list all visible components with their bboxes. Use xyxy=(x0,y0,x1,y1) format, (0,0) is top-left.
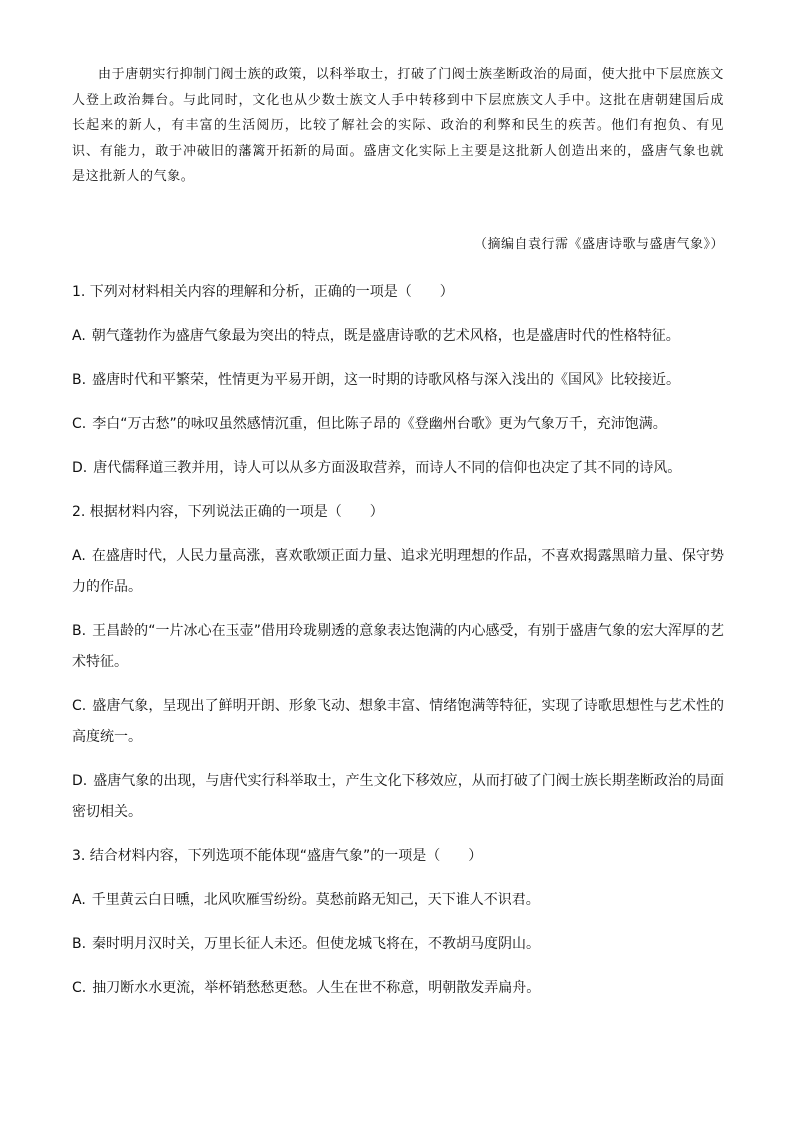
option-label: C. xyxy=(72,698,87,714)
question-3-option-c xyxy=(72,973,724,1004)
question-1-option-d xyxy=(72,453,724,484)
option-text: 盛唐气象，呈现出了鲜明开朗、形象飞动、想象丰富、情绪饱满等特征，实现了诗歌思想性与艺术性的高度统一。 xyxy=(72,698,724,745)
option-text: 王昌龄的“一片冰心在玉壶”借用玲珑剔透的意象表达饱满的内心感受，有别于盛唐气象的宏大浑厚的艺术特征。 xyxy=(72,623,724,670)
question-1-option-b xyxy=(72,365,724,396)
question-1-option-a xyxy=(72,321,724,352)
option-text: 盛唐时代和平繁荣，性情更为平易开朗，这一时期的诗歌风格与深入浅出的《国风》比较接近。 xyxy=(92,372,681,388)
passage-paragraph: 由于唐朝实行抑制门阀士族的政策，以科举取士，打破了门阀士族垄断政治的局面，使大批中下层庶族文人登上政治舞台。与此同时，文化也从少数士族文人手中转移到中下层庶族文人手中。这批在唐朝建国后成长起来的新人，有丰富的生活阅历，比较了解社会的实际、政治的利弊和民生的疾苦。他们有抱负、有见识、有能力，敢于冲破旧的藩篱开拓新的局面。盛唐文化实际上主要是这批新人创造出来的，盛唐气象也就是这批新人的气象。 xyxy=(72,67,724,184)
question-2-stem: 2. 根据材料内容，下列说法正确的一项是（ ） xyxy=(72,504,384,520)
option-label: B. xyxy=(72,372,87,388)
passage-source: （摘编自袁行霈《盛唐诗歌与盛唐气象》） xyxy=(473,237,724,252)
question-3-stem: 3. 结合材料内容，下列选项不能体现“盛唐气象”的一项是（ ） xyxy=(72,848,483,864)
option-label: C. xyxy=(72,980,87,996)
question-2-option-d xyxy=(72,766,724,828)
option-text: 李白“万古愁”的咏叹虽然感情沉重，但比陈子昂的《登幽州台歌》更为气象万千，充沛饱满。 xyxy=(92,416,667,432)
option-label: D. xyxy=(72,773,88,789)
question-1-stem: 1. 下列对材料相关内容的理解和分析，正确的一项是（ ） xyxy=(72,284,454,300)
option-text: 盛唐气象的出现，与唐代实行科举取士，产生文化下移效应，从而打破了门阀士族长期垄断政治的局面密切相关。 xyxy=(72,773,724,820)
option-label: A. xyxy=(72,328,86,344)
option-label: B. xyxy=(72,936,87,952)
option-text: 千里黄云白日曛，北风吹雁雪纷纷。莫愁前路无知己，天下谁人不识君。 xyxy=(91,892,540,908)
question-3-option-b xyxy=(72,929,724,960)
question-1-option-c xyxy=(72,409,724,440)
option-label: B. xyxy=(72,623,87,639)
option-label: A. xyxy=(72,548,86,564)
question-3-option-a xyxy=(72,885,724,916)
question-2-option-a xyxy=(72,541,724,603)
option-text: 唐代儒释道三教并用，诗人可以从多方面汲取营养，而诗人不同的信仰也决定了其不同的诗风。 xyxy=(93,460,682,476)
option-label: A. xyxy=(72,892,86,908)
question-2-option-b xyxy=(72,616,724,678)
option-label: D. xyxy=(72,460,88,476)
option-label: C. xyxy=(72,416,87,432)
option-text: 朝气蓬勃作为盛唐气象最为突出的特点，既是盛唐诗歌的艺术风格，也是盛唐时代的性格特征。 xyxy=(91,328,680,344)
option-text: 秦时明月汉时关，万里长征人未还。但使龙城飞将在，不教胡马度阴山。 xyxy=(92,936,541,952)
question-2-option-c xyxy=(72,691,724,753)
option-text: 抽刀断水水更流，举杯销愁愁更愁。人生在世不称意，明朝散发弄扁舟。 xyxy=(92,980,541,996)
option-text: 在盛唐时代，人民力量高涨，喜欢歌颂正面力量、追求光明理想的作品，不喜欢揭露黑暗力量、保守势力的作品。 xyxy=(72,548,724,595)
question-list xyxy=(72,277,724,1017)
